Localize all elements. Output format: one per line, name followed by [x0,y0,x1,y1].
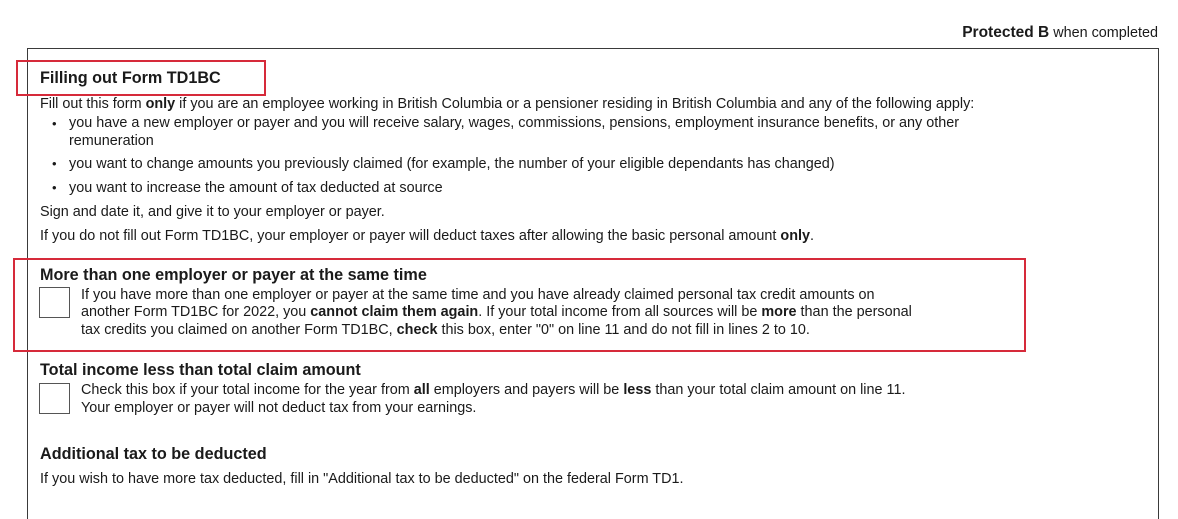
me-l2-more: more [761,304,797,320]
me-l2-cannot-claim: cannot claim them again [310,304,479,320]
me-l3-a: tax credits you claimed on another Form TD1BC, [81,322,397,338]
total-income-less-line-1 [81,382,905,399]
basic-personal-amount-note [40,228,814,245]
ti-l1-a: Check this box if your total income for the year from [81,382,414,398]
bullet-2-dot: • [52,156,57,171]
protected-b-rest: when completed [1049,25,1158,41]
me-l2-c: . If your total income from all sources will be [478,304,762,320]
ti-l1-less: less [623,382,652,398]
intro-text-c: if you are an employee working in British Columbia or a pensioner residing in British Columbia and any of the following apply: [175,96,975,112]
me-l2-a: another Form TD1BC for 2022, you [81,304,311,320]
section-title-total-income-less: Total income less than total claim amount [40,361,361,379]
bullet-3-text: you want to increase the amount of tax deducted at source [69,180,443,196]
protected-b-label [962,24,1158,42]
bullet-3-dot: • [52,180,57,195]
protected-b-bold: Protected B [962,24,1050,41]
total-income-less-checkbox[interactable] [39,383,70,414]
me-l3-check: check [396,322,438,338]
additional-tax-text: If you wish to have more tax deducted, fill in "Additional tax to be deducted" on the federal Form TD1. [40,471,684,487]
multiple-employers-checkbox[interactable] [39,287,70,318]
intro-text [40,96,974,113]
ti-l1-e: than your total claim amount on line 11. [651,382,906,398]
bullet-1-dot: • [52,116,57,131]
bullet-1-line-1: you have a new employer or payer and you will receive salary, wages, commissions, pensions, employment insurance benefits, or any other [69,115,959,131]
section-title-additional-tax: Additional tax to be deducted [40,445,267,463]
ti-l1-c: employers and payers will be [429,382,624,398]
basic-note-a: If you do not fill out Form TD1BC, your employer or payer will deduct taxes after allowing the basic personal amount [40,228,781,244]
bullet-1-line-2: remuneration [69,133,154,149]
basic-note-c: . [810,228,815,244]
section-title-filling-out: Filling out Form TD1BC [40,69,221,87]
multiple-employers-line-3 [81,322,810,339]
sign-instructions: Sign and date it, and give it to your employer or payer. [40,204,385,220]
me-l2-e: than the personal [796,304,912,320]
ti-l1-all: all [413,382,430,398]
intro-text-a: Fill out this form [40,96,146,112]
intro-text-only: only [145,96,176,112]
total-income-less-line-2: Your employer or payer will not deduct tax from your earnings. [81,400,477,416]
me-l3-c: this box, enter "0" on line 11 and do not fill in lines 2 to 10. [437,322,810,338]
section-title-multiple-employers: More than one employer or payer at the same time [40,266,427,284]
multiple-employers-line-1: If you have more than one employer or payer at the same time and you have already claimed personal tax credit amounts on [81,287,875,303]
basic-note-only: only [780,228,811,244]
bullet-2-text: you want to change amounts you previously claimed (for example, the number of your eligible dependants has changed) [69,156,835,172]
multiple-employers-line-2 [81,304,912,321]
